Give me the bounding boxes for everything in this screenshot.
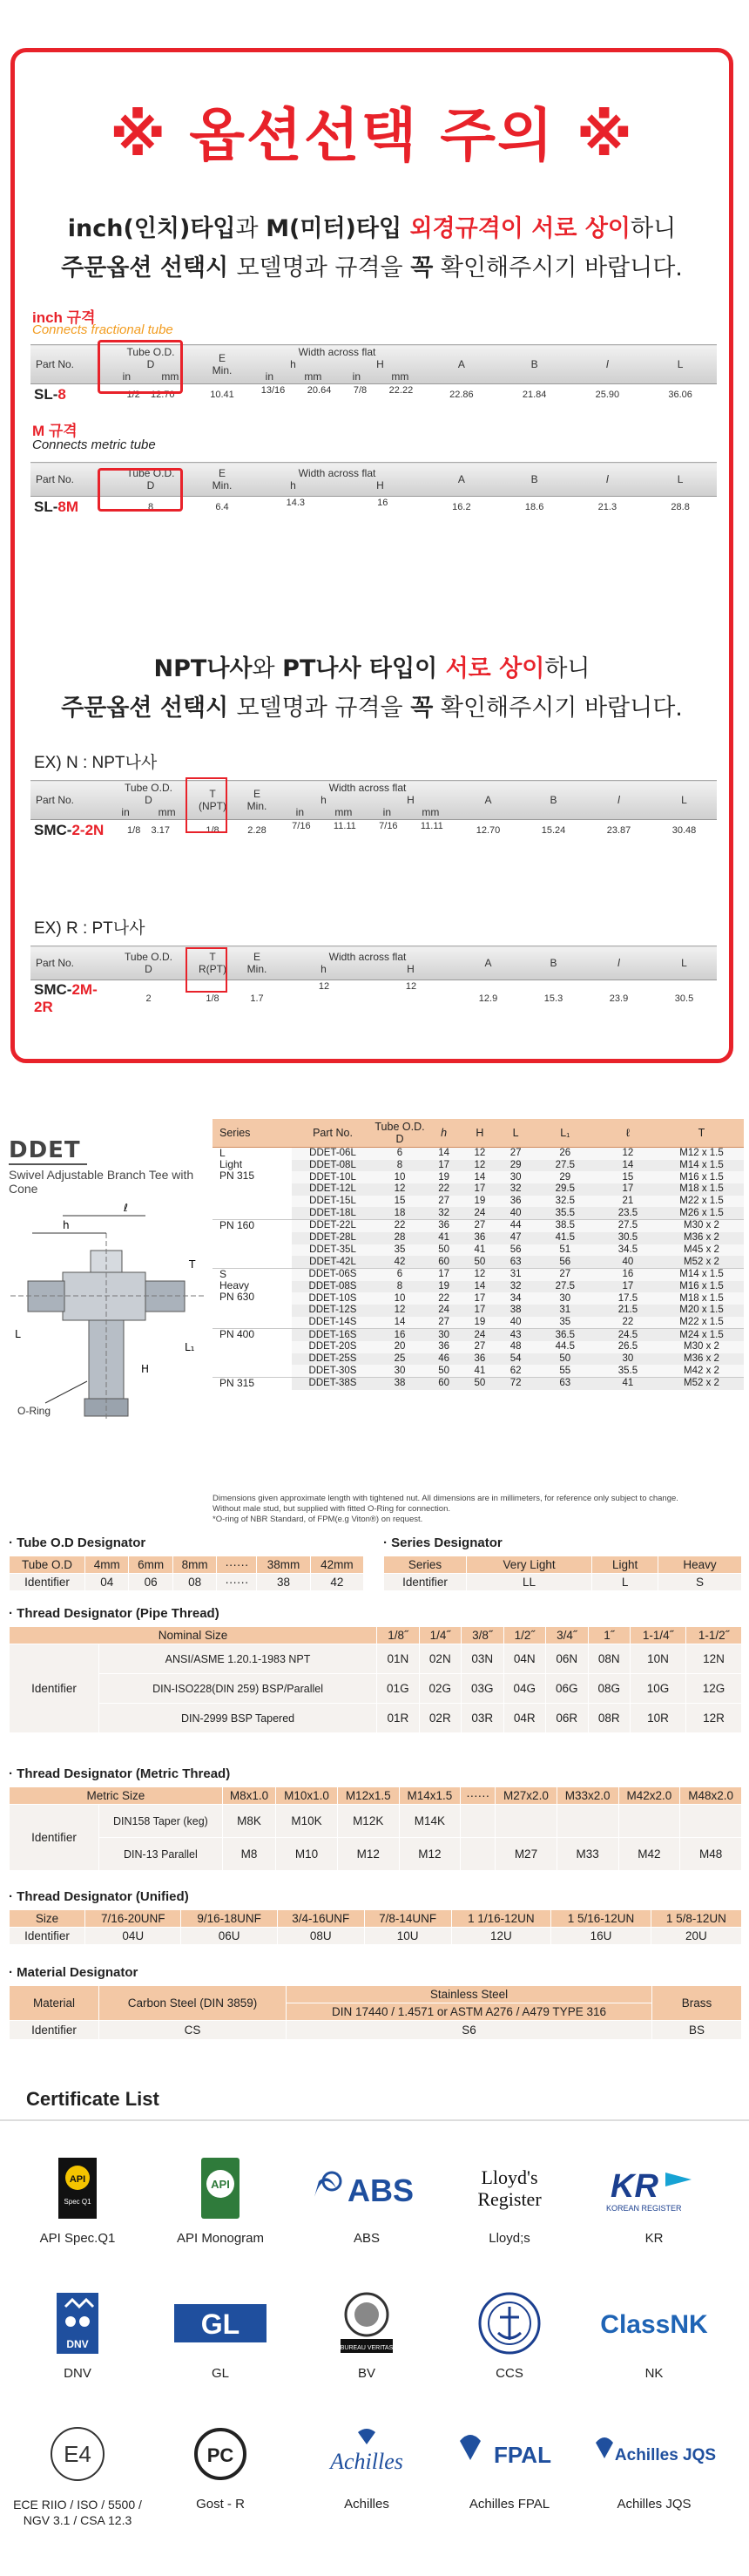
table-row [213,1196,744,1208]
value-cell: 38 [509,1305,522,1316]
cert-lloyds: Lloyd's Register Lloyd;s [444,2152,575,2247]
value-cell: 35 [394,1244,406,1255]
value-cell: 27 [474,1341,486,1352]
value-cell: 50 [462,1378,497,1390]
svg-text:Achilles: Achilles [330,2449,403,2474]
value-cell: 14 [426,1148,462,1160]
value-cell: 10 [394,1171,406,1183]
part-number-cell: DDET-06L [292,1148,374,1160]
value-cell: 32.5 [555,1196,575,1207]
part-number-cell: DDET-12S [308,1305,357,1316]
part-number-cell: DDET-42L [309,1256,356,1267]
value-cell: 24 [474,1207,486,1218]
part-number-cell: DDET-08L [309,1160,356,1171]
api-monogram-icon [155,2152,286,2224]
part-number-cell: DDET-18L [309,1207,356,1218]
bv-icon [301,2288,432,2359]
svg-text:ABS: ABS [348,2173,415,2208]
table-row [213,1292,744,1305]
value-cell: 55 [559,1365,571,1376]
value-cell: 19 [438,1171,450,1183]
part-number-cell: DDET-20S [308,1341,357,1352]
value-cell: 14 [474,1171,486,1183]
fpal-icon [444,2418,575,2490]
m-spec-label: M 규격 [32,423,78,439]
jqs-icon [589,2418,719,2490]
value-cell: 63 [509,1256,522,1267]
series-cell: S Heavy PN 630 [213,1268,292,1328]
inch-spec-table: Part No. Tube O.D. D in mm E Min. Width across flat h H in mm in mm A B l L SL-8 1/2 12.70 10.41 13/16 20.64 7/8 22.22 22.86 21.84 25.90 36.06 [30,344,717,405]
value-cell: 17 [474,1305,486,1316]
value-cell: 42 [394,1256,406,1267]
value-cell: M22 x 1.5 [679,1196,724,1207]
table-row [213,1256,744,1268]
value-cell: 40 [622,1256,634,1267]
value-cell: 19 [438,1280,450,1291]
e4-icon [12,2418,143,2490]
certificate-list-title: Certificate List [26,2088,159,2110]
value-cell: 56 [559,1256,571,1267]
value-cell: 38 [374,1378,426,1390]
table-row [213,1353,744,1366]
value-cell: 36 [474,1232,486,1244]
value-cell: 25 [394,1353,406,1365]
inch-spec-sub: Connects fractional tube [32,322,173,337]
value-cell: 30 [622,1353,634,1365]
value-cell: 63 [534,1378,597,1390]
classnk-icon [589,2288,719,2359]
value-cell: M52 x 2 [684,1256,719,1267]
svg-text:ℓ: ℓ [124,1202,128,1214]
option-notice-panel [10,48,733,1063]
value-cell: 30 [394,1365,406,1376]
value-cell: 6 [374,1148,426,1160]
value-cell: 40 [509,1316,522,1327]
value-cell: 62 [509,1365,522,1376]
value-cell: 50 [438,1365,450,1376]
value-cell: M42 x 2 [684,1365,719,1376]
value-cell: 36 [509,1196,522,1207]
abs-icon [301,2152,432,2224]
cert-gl: GL GL [155,2288,286,2382]
svg-text:h: h [63,1219,70,1231]
value-cell: 22 [438,1183,450,1195]
value-cell: 22 [622,1316,634,1327]
table-row [213,1365,744,1377]
pt-part-number: SMC-2M-2R [34,981,98,1015]
value-cell: 31 [559,1305,571,1316]
svg-text:Lloyd's: Lloyd's [481,2166,538,2188]
notice-line-2: 주문옵션 선택시 모델명과 규격을 꼭 확인해주시기 바랍니다. [61,254,683,281]
m-spec-sub: Connects metric tube [32,437,156,452]
value-cell: 41 [438,1232,450,1244]
unified-thread-title: · Thread Designator (Unified) [9,1889,189,1904]
notice-title: ※ 옵션선택 주의 ※ [110,102,634,169]
svg-text:ClassNK: ClassNK [600,2310,708,2339]
m-spec-table: Part No. Tube O.D. D E Min. Width across flat h H A B l L SL-8M 8 6.4 14.3 16 16.2 18.6 21.3 28.8 [30,462,717,518]
value-cell: 27 [438,1196,450,1207]
value-cell: 17.5 [617,1292,638,1304]
metric-thread-title: · Thread Designator (Metric Thread) [9,1766,231,1781]
value-cell: M14 x 1.5 [659,1268,744,1280]
inch-tube-highlight [98,340,183,394]
value-cell: 27.5 [597,1220,659,1232]
value-cell: 19 [474,1196,486,1207]
value-cell: 35.5 [555,1207,575,1218]
value-cell: 15 [394,1196,406,1207]
value-cell: 24 [462,1329,497,1341]
table-row [213,1160,744,1172]
value-cell: 27 [462,1220,497,1232]
npt-spec-table: Part No. Tube O.D. D in mm T (NPT) E Min. Width across flat h H in mm in mm A B l L SMC-2-2N 1/8 3.17 1/8 2.28 7/16 11.11 7/16 11.11 12.70 15.24 23.87 30.48 [30,780,717,841]
value-cell: 10 [394,1292,406,1304]
cert-fpal: FPAL Achilles FPAL [444,2418,575,2512]
value-cell: 72 [497,1378,533,1390]
part-number-cell: DDET-22L [292,1220,374,1232]
svg-text:FPAL: FPAL [494,2442,551,2468]
value-cell: 36 [438,1341,450,1352]
value-cell: 21.5 [617,1305,638,1316]
pipe-thread-title: · Thread Designator (Pipe Thread) [9,1606,219,1621]
value-cell: 17 [474,1292,486,1304]
value-cell: 27.5 [555,1280,575,1291]
series-cell: PN 400 [213,1329,292,1378]
ddet-title: DDET [9,1137,81,1163]
npt-part-number: SMC-2-2N [34,822,105,838]
value-cell: 56 [509,1244,522,1255]
pt-example-label: EX) R : PT나사 [34,919,145,938]
ddet-drawing-icon [10,1198,206,1425]
part-number-cell: DDET-10S [308,1292,357,1304]
cert-dnv: DNV DNV [12,2288,143,2382]
value-cell: 12 [394,1305,406,1316]
value-cell: 17 [622,1280,634,1291]
table-row [213,1183,744,1196]
value-cell: 50 [474,1256,486,1267]
inch-spec-label: inch 규격 [32,309,96,326]
metric-thread-table: Metric Size M8x1.0 M10x1.0 M12x1.5 M14x1.5 ······ M27x2.0 M33x2.0 M42x2.0 M48x2.0 Identifier DIN158 Taper (keg) M8K M10K M12K M14K DIN-13 Parallel M8 M10 M12 M12 M27 M33 M42 M48 [9,1786,742,1871]
table-row [213,1305,744,1317]
series-designator-table: Series Very Light Light Heavy Identifier LL L S [383,1556,742,1591]
ccs-icon [444,2288,575,2359]
table-row [213,1317,744,1329]
part-number-cell: DDET-15L [309,1196,356,1207]
svg-text:L₁: L₁ [185,1341,195,1353]
part-number-cell: DDET-12L [309,1183,356,1195]
cert-achilles: Achilles Achilles [301,2418,432,2512]
value-cell: 40 [509,1207,522,1218]
value-cell: 41 [597,1378,659,1390]
value-cell: M30 x 2 [684,1341,719,1352]
value-cell: 36 [474,1353,486,1365]
part-number-cell: DDET-38S [292,1378,374,1390]
value-cell: 27 [438,1316,450,1327]
value-cell: 60 [426,1378,462,1390]
svg-text:API: API [211,2177,230,2191]
cert-api-monogram: API API Monogram [155,2152,286,2247]
value-cell: 17 [474,1183,486,1195]
cert-e4: E4 ECE RIIO / ISO / 5500 / NGV 3.1 / CSA 12.3 [12,2418,143,2528]
value-cell: 41.5 [555,1232,575,1244]
cert-abs: ABS ABS [301,2152,432,2247]
part-number-cell: DDET-10L [309,1171,356,1183]
part-number-cell: DDET-08S [308,1280,357,1291]
tube-designator-table: Tube O.D 4mm 6mm 8mm ······ 38mm 42mm Identifier 04 06 08 ······ 38 42 [9,1556,364,1591]
value-cell: 47 [509,1232,522,1244]
table-row [213,1268,744,1280]
value-cell: 17 [622,1183,634,1195]
value-cell: 14 [394,1316,406,1327]
cert-divider [0,2119,749,2121]
value-cell: 8 [396,1280,403,1291]
pt-thread-highlight [186,947,227,993]
svg-text:KR: KR [611,2168,658,2205]
value-cell: 20 [394,1341,406,1352]
cert-kr: KR KOREAN REGISTER KR [589,2152,719,2247]
cert-jqs: Achilles JQS Achilles JQS [589,2418,719,2512]
value-cell: 38.5 [534,1220,597,1232]
kr-icon [589,2152,719,2224]
table-row [213,1207,744,1219]
value-cell: 30 [509,1171,522,1183]
table-row [213,1148,744,1160]
oring-label: O-Ring [17,1405,51,1417]
value-cell: 48 [509,1341,522,1352]
svg-text:E4: E4 [64,2441,91,2467]
unified-thread-table: Size 7/16-20UNF 9/16-18UNF 3/4-16UNF 7/8-14UNF 1 1/16-12UN 1 5/16-12UN 1 5/8-12UN Identifier 04U 06U 08U 10U 12U 16U 20U [9,1909,742,1945]
notice-line-1: inch(인치)타입과 M(미터)타입 외경규격이 서로 상이하니 [67,215,677,242]
svg-text:L: L [15,1328,21,1340]
svg-text:BUREAU VERITAS: BUREAU VERITAS [340,2345,394,2351]
cert-api-q1: API Spec Q1 API Spec.Q1 [12,2152,143,2247]
table-row [213,1281,744,1293]
achilles-icon [301,2418,432,2490]
cert-gost: PC Gost - R [155,2418,286,2512]
value-cell: 8 [396,1160,403,1171]
value-cell: 22 [374,1220,426,1232]
value-cell: 50 [438,1244,450,1255]
cert-classnk: ClassNK NK [589,2288,719,2382]
value-cell: 18 [394,1207,406,1218]
value-cell: 22 [438,1292,450,1304]
value-cell: 54 [509,1353,522,1365]
svg-text:Achilles JQS: Achilles JQS [614,2446,717,2464]
value-cell: 17 [426,1268,462,1280]
table-row [213,1171,744,1183]
value-cell: 14 [474,1280,486,1291]
value-cell: 24 [438,1305,450,1316]
value-cell: 14 [622,1160,634,1171]
part-number-cell: DDET-28L [309,1232,356,1244]
value-cell: 29.5 [555,1183,575,1195]
value-cell: 6 [374,1268,426,1280]
cert-bv: BUREAU VERITAS BV [301,2288,432,2382]
value-cell: 12 [394,1183,406,1195]
value-cell: 24.5 [597,1329,659,1341]
npt-example-label: EX) N : NPT나사 [34,754,158,772]
value-cell: 32 [509,1183,522,1195]
value-cell: 30.5 [617,1232,638,1244]
value-cell: M36 x 2 [684,1232,719,1244]
svg-text:PC: PC [206,2444,234,2466]
value-cell: M18 x 1.5 [679,1292,724,1304]
dnv-icon [12,2288,143,2359]
value-cell: 19 [474,1316,486,1327]
value-cell: 34 [509,1292,522,1304]
value-cell: 34.5 [617,1244,638,1255]
value-cell: M30 x 2 [659,1220,744,1232]
value-cell: 16 [597,1268,659,1280]
value-cell: M45 x 2 [684,1244,719,1255]
svg-text:Spec Q1: Spec Q1 [64,2197,91,2206]
value-cell: 26 [534,1148,597,1160]
table-row [213,1220,744,1232]
value-cell: 36 [426,1220,462,1232]
value-cell: 32 [438,1207,450,1218]
svg-text:KOREAN REGISTER: KOREAN REGISTER [606,2204,682,2213]
part-number-cell: DDET-30S [308,1365,357,1376]
pipe-thread-table: Nominal Size 1/8˝ 1/4˝ 3/8˝ 1/2˝ 3/4˝ 1˝ 1-1/4˝ 1-1/2˝ Identifier ANSI/ASME 1.20.1-1983 NPT 01N 02N 03N 04N 06N 08N 10N 12N DIN-ISO228(DIN 259) BSP/Parallel 01G 02G 03G 04G 06G 08G 10G 12G DIN-2999 BSP Tapered 01R 02R 03R 04R 06R 08R 10R 12R [9,1626,742,1733]
series-cell: PN 315 [213,1378,292,1390]
part-number-cell: DDET-14S [308,1316,357,1327]
value-cell: 60 [438,1256,450,1267]
value-cell: 12 [462,1268,497,1280]
api-q1-icon [12,2152,143,2224]
ddet-description: Swivel Adjustable Branch Tee with Cone [9,1168,194,1196]
value-cell: 23.5 [617,1207,638,1218]
svg-text:API: API [69,2173,86,2185]
ddet-title-underline [9,1163,87,1165]
value-cell: M52 x 2 [659,1378,744,1390]
lloyds-icon [444,2152,575,2224]
value-cell: M20 x 1.5 [679,1305,724,1316]
series-designator-title: · Series Designator [383,1535,503,1550]
value-cell: M16 x 1.5 [679,1280,724,1291]
part-number-cell: DDET-16S [292,1329,374,1341]
value-cell: M14 x 1.5 [679,1160,724,1171]
value-cell: M16 x 1.5 [679,1171,724,1183]
part-number-cell: DDET-35L [309,1244,356,1255]
value-cell: 36.5 [534,1329,597,1341]
material-designator-title: · Material Designator [9,1965,138,1980]
value-cell: 12 [597,1148,659,1160]
value-cell: 27.5 [555,1160,575,1171]
value-cell: M22 x 1.5 [679,1316,724,1327]
value-cell: 46 [438,1353,450,1365]
value-cell: 27 [497,1148,533,1160]
notice-line-4: 주문옵션 선택시 모델명과 규격을 꼭 확인해주시기 바랍니다. [61,695,683,722]
table-row [213,1244,744,1257]
value-cell: 44.5 [555,1341,575,1352]
tube-designator-title: · Tube O.D Designator [9,1535,146,1550]
svg-text:GL: GL [200,2308,240,2340]
value-cell: M24 x 1.5 [659,1329,744,1341]
inch-part-number: SL-8 [34,386,66,403]
value-cell: 29 [559,1171,571,1183]
ddet-notes: Dimensions given approximate length with tightened nut. All dimensions are in millimeters, for reference only subject to change. Without male stud, but supplied with fitted O-Ring for connection. *O-ring of NBR Standard, of FPM(e.g Viton®) on request. [213,1494,678,1524]
value-cell: M18 x 1.5 [679,1183,724,1195]
npt-thread-highlight [186,777,227,833]
value-cell: M36 x 2 [684,1353,719,1365]
value-cell: 41 [474,1365,486,1376]
m-part-number: SL-8M [34,498,79,515]
value-cell: 16 [374,1329,426,1341]
value-cell: 35.5 [617,1365,638,1376]
value-cell: 21 [622,1196,634,1207]
svg-text:T: T [189,1258,196,1271]
value-cell: 50 [559,1353,571,1365]
value-cell: 44 [497,1220,533,1232]
value-cell: 28 [394,1232,406,1244]
value-cell: 27 [534,1268,597,1280]
value-cell: 35 [559,1316,571,1327]
svg-text:H: H [141,1363,150,1375]
value-cell: 41 [474,1244,486,1255]
value-cell: 26.5 [617,1341,638,1352]
ddet-dimension-table: Series Part No. Tube O.D. D h H L L₁ ℓ T L Light PN 315 DDET-06L 6 14 12 27 26 12 M12 x 1.5 DDET-08L 8 17 12 29 27.5 14 M14 x 1.5 DDET-10L 10 19 14 30 29 15 M16 x 1.5 DDET-12L 12 22 17 32 29.5 17 M18 x 1.5 DDET-15L 15 27 19 36 32.5 21 M22 x 1.5 DDET-18L 18 32 24 40 35.5 23.5 M26 x 1.5 PN 160 DDET-22L 22 36 27 44 38.5 27.5 M30 x 2 DDET-28L 28 41 36 47 41.5 30.5 M36 x 2 DDET-35L 35 50 41 56 51 34.5 M45 x 2 DDET-42L 42 60 50 63 56 40 M52 x 2 S Heavy PN 630 DDET-06S 6 17 12 31 27 16 M14 x 1.5 DDET-08S 8 19 14 32 27.5 17 M16 x 1.5 DDET-10S 10 22 17 34 30 17.5 M18 x 1.5 DDET-12S 12 24 17 38 31 21.5 M20 x 1.5 DDET-14S 14 27 19 40 35 22 M22 x 1.5 PN 400 DDET-16S 16 30 24 43 36.5 24.5 M24 x 1.5 DDET-20S 20 36 27 48 44.5 26.5 M30 x 2 DDET-25S 25 46 36 54 50 30 M36 x 2 DDET-30S 30 50 41 62 55 35.5 M42 x 2 PN 315 DDET-38S 38 60 50 72 63 41 M52 x 2 [213,1119,744,1390]
cert-ccs: CCS [444,2288,575,2382]
value-cell: 15 [622,1171,634,1183]
gost-icon [155,2418,286,2490]
part-number-cell: DDET-25S [308,1353,357,1365]
part-number-cell: DDET-06S [292,1268,374,1280]
table-row [213,1232,744,1244]
value-cell: 12 [474,1160,486,1171]
series-cell: L Light PN 315 [213,1148,292,1220]
value-cell: 32 [509,1280,522,1291]
series-cell: PN 160 [213,1220,292,1269]
value-cell: M12 x 1.5 [659,1148,744,1160]
material-designator-table: Material Carbon Steel (DIN 3859) Stainless Steel Brass DIN 17440 / 1.4571 or ASTM A276 / A479 TYPE 316 Identifier CS S6 BS [9,1985,742,2040]
notice-line-3: NPT나사와 PT나사 타입이 서로 상이하니 [153,655,590,682]
value-cell: 12 [462,1148,497,1160]
value-cell: 51 [559,1244,571,1255]
value-cell: 31 [497,1268,533,1280]
value-cell: 43 [497,1329,533,1341]
table-row [213,1341,744,1353]
value-cell: 30 [559,1292,571,1304]
value-cell: 29 [509,1160,522,1171]
value-cell: M26 x 1.5 [679,1207,724,1218]
value-cell: 17 [438,1160,450,1171]
value-cell: 30 [426,1329,462,1341]
gl-icon [155,2288,286,2359]
m-tube-highlight [98,468,183,512]
svg-text:Register: Register [477,2188,542,2210]
svg-text:DNV: DNV [66,2337,89,2350]
table-row [213,1378,744,1390]
pt-spec-table: Part No. Tube O.D. D T R(PT) E Min. Width across flat h H A B l L SMC-2M-2R 2 1/8 1.7 12 12 12.9 15.3 23.9 30.5 [30,946,717,1017]
table-row [213,1329,744,1341]
